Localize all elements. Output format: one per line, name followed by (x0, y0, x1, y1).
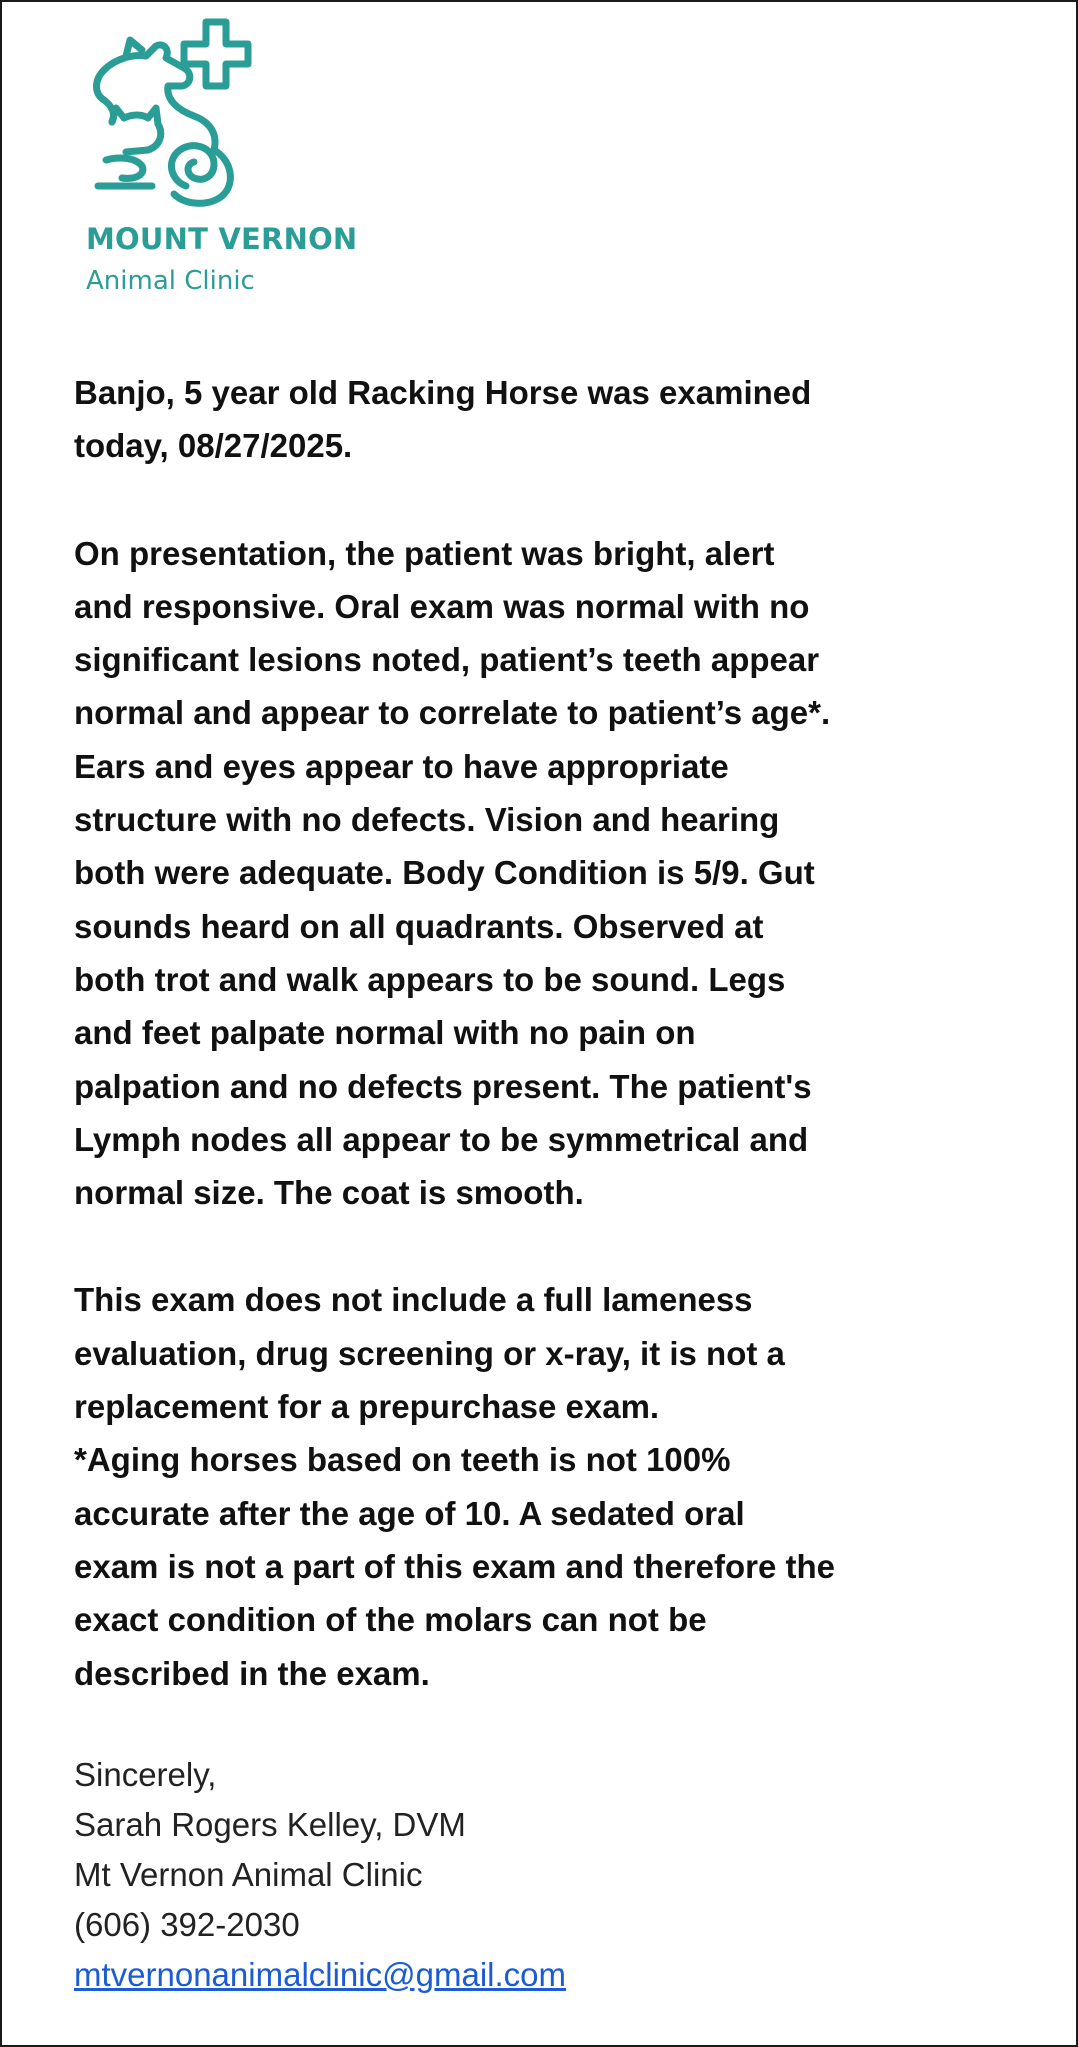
text-line: exact condition of the molars can not be (74, 1601, 707, 1639)
text-line: accurate after the age of 10. A sedated oral (74, 1494, 745, 1532)
clinic-logo-dog-cat-cross-icon (86, 10, 286, 210)
text-line: today, 08/27/2025. (74, 427, 353, 465)
text-line: replacement for a prepurchase exam. (74, 1388, 660, 1426)
text-line: and feet palpate normal with no pain on (74, 1014, 696, 1052)
text-line: *Aging horses based on teeth is not 100% (74, 1441, 731, 1479)
signature-name: Sarah Rogers Kelley, DVM (74, 1806, 466, 1843)
text-line: evaluation, drug screening or x-ray, it is not a (74, 1334, 785, 1372)
text-line: structure with no defects. Vision and hearing (74, 801, 780, 839)
text-line: normal size. The coat is smooth. (74, 1174, 584, 1212)
signature-block (74, 1750, 566, 2000)
text-line: This exam does not include a full lameness (74, 1281, 753, 1319)
text-line: described in the exam. (74, 1654, 430, 1692)
signature-clinic: Mt Vernon Animal Clinic (74, 1856, 423, 1893)
clinic-logo-name: MOUNT VERNON (86, 222, 358, 256)
text-line: palpation and no defects present. The patient's (74, 1067, 812, 1105)
intro-paragraph (74, 366, 1034, 473)
text-line: both were adequate. Body Condition is 5/9. Gut (74, 854, 815, 892)
text-line: Lymph nodes all appear to be symmetrical and (74, 1120, 809, 1158)
text-line: sounds heard on all quadrants. Observed at (74, 907, 764, 945)
email-link[interactable]: mtvernonanimalclinic@gmail.com (74, 1956, 566, 1993)
clinic-logo (86, 10, 416, 302)
text-line: exam is not a part of this exam and therefore the (74, 1547, 836, 1585)
signature-phone: (606) 392-2030 (74, 1906, 300, 1943)
letter-body (74, 366, 1034, 1700)
text-line: On presentation, the patient was bright, alert (74, 534, 775, 572)
disclaimer-paragraph (74, 1273, 1034, 1699)
text-line: Ears and eyes appear to have appropriate (74, 747, 729, 785)
clinic-logo-subtitle: Animal Clinic (86, 266, 255, 296)
text-line: and responsive. Oral exam was normal with no (74, 587, 810, 625)
text-line: normal and appear to correlate to patient’s age*. (74, 694, 831, 732)
signature-closing: Sincerely, (74, 1756, 217, 1793)
text-line: Banjo, 5 year old Racking Horse was examined (74, 374, 812, 411)
text-line: significant lesions noted, patient’s teeth appear (74, 641, 820, 679)
text-line: both trot and walk appears to be sound. Legs (74, 960, 786, 998)
findings-paragraph (74, 527, 1034, 1220)
